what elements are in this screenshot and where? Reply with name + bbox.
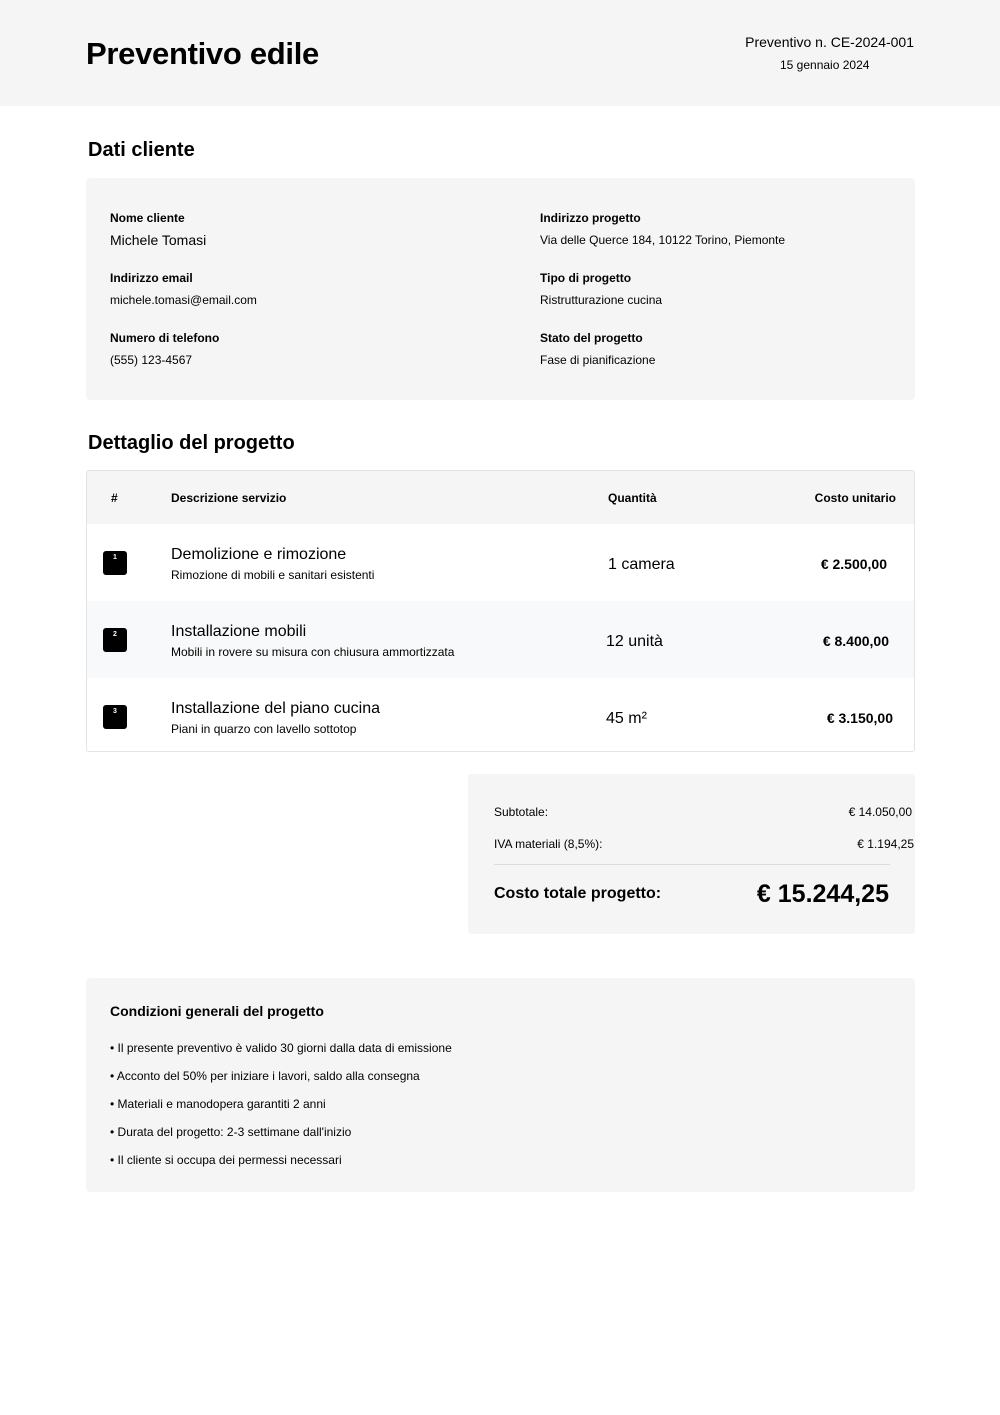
row-number-badge: 3 (103, 705, 127, 729)
list-item: • Materiali e manodopera garantiti 2 anni (110, 1097, 326, 1111)
field-label: Indirizzo progetto (540, 211, 641, 225)
vat-value: € 1.194,25 (857, 837, 914, 851)
column-header-unit-cost: Costo unitario (814, 491, 896, 505)
total-cost-value: € 15.244,25 (756, 880, 889, 908)
field-label: Nome cliente (110, 211, 185, 225)
subtotal-value: € 14.050,00 (848, 805, 912, 819)
service-quantity: 12 unità (606, 633, 663, 650)
total-cost-label: Costo totale progetto: (494, 885, 662, 902)
service-quantity: 1 camera (608, 556, 675, 573)
quote-number: Preventivo n. CE-2024-001 (745, 34, 914, 50)
project-section-title: Dettaglio del progetto (88, 432, 295, 454)
field-label: Numero di telefono (110, 331, 220, 345)
client-phone-value: (555) 123-4567 (110, 353, 193, 367)
service-unit-cost: € 2.500,00 (820, 556, 887, 572)
list-item: • Acconto del 50% per iniziare i lavori, saldo alla consegna (110, 1069, 420, 1083)
service-unit-cost: € 3.150,00 (826, 710, 893, 726)
list-item: • Durata del progetto: 2-3 settimane dall'inizio (110, 1125, 352, 1139)
field-label: Stato del progetto (540, 331, 643, 345)
totals-box (468, 774, 915, 934)
column-header-number: # (111, 491, 118, 505)
totals-divider (494, 864, 890, 865)
client-email-value: michele.tomasi@email.com (110, 293, 257, 307)
project-type-field (540, 271, 662, 307)
services-table (86, 470, 915, 752)
subtotal-label: Subtotale: (494, 805, 549, 819)
terms-box (86, 978, 915, 1192)
project-status-field (540, 331, 655, 367)
service-quantity: 45 m² (606, 710, 647, 727)
table-row (87, 678, 914, 752)
row-number-badge: 2 (103, 628, 127, 652)
list-item: • Il cliente si occupa dei permessi necessari (110, 1153, 342, 1167)
service-description: Mobili in rovere su misura con chiusura ammortizzata (171, 645, 455, 659)
service-description: Piani in quarzo con lavello sottotop (171, 722, 357, 736)
document-header (0, 0, 1000, 106)
client-phone-field (110, 331, 219, 367)
vat-label: IVA materiali (8,5%): (494, 837, 603, 851)
project-status-value: Fase di pianificazione (540, 353, 656, 367)
project-type-value: Ristrutturazione cucina (540, 293, 663, 307)
terms-list (110, 1041, 452, 1181)
client-name-field (110, 211, 206, 248)
project-address-value: Via delle Querce 184, 10122 Torino, Piemonte (540, 233, 786, 247)
list-item: • Il presente preventivo è valido 30 giorni dalla data di emissione (110, 1041, 452, 1055)
table-header (87, 471, 914, 524)
project-address-field (540, 211, 785, 247)
service-name: Installazione mobili (171, 623, 307, 640)
service-unit-cost: € 8.400,00 (822, 633, 889, 649)
column-header-quantity: Quantità (608, 491, 657, 505)
client-section-title: Dati cliente (88, 139, 195, 161)
document-title: Preventivo edile (86, 36, 319, 71)
client-email-field (110, 271, 257, 307)
client-info-box (86, 178, 915, 400)
field-label: Indirizzo email (110, 271, 193, 285)
quote-date: 15 gennaio 2024 (780, 58, 870, 72)
terms-title: Condizioni generali del progetto (110, 1003, 324, 1019)
service-description: Rimozione di mobili e sanitari esistenti (171, 568, 375, 582)
row-number-badge: 1 (103, 551, 127, 575)
client-name-value: Michele Tomasi (110, 232, 207, 248)
field-label: Tipo di progetto (540, 271, 632, 285)
table-row (87, 524, 914, 601)
service-name: Demolizione e rimozione (171, 546, 347, 563)
table-row (87, 601, 914, 678)
service-name: Installazione del piano cucina (171, 700, 381, 717)
column-header-description: Descrizione servizio (171, 491, 287, 505)
